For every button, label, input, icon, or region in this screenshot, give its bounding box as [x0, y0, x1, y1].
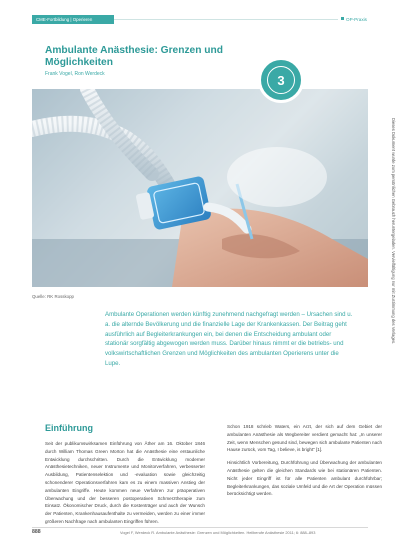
section-heading: Einführung — [45, 423, 93, 433]
article-abstract: Ambulante Operationen werden künftig zunehmend nachgefragt werden – Ursachen sind u. a. die alternde Bevölkerung und die finanzielle Lage der Krankenkassen. Der Beitrag geht ausführlich auf Begleiterkrankungen ein, bei denen die Entscheidung ambulant oder stationär sorgfältig abgewogen werden muss. Darüber hinaus nimmt er die betriebs- und volkswirtschaftlichen Grenzen und Möglichkeiten des ambulanten Operierens unter die Lupe. — [105, 311, 353, 367]
header-section-label — [341, 15, 367, 24]
body-column-right — [227, 423, 382, 503]
cme-badge — [258, 57, 304, 103]
header-section-text: OP-Praxis — [346, 17, 367, 22]
header-square-icon — [341, 17, 344, 20]
copyright-side-note: Dieses Dokument wurde zum persönlichen Gebrauch heruntergeladen. Vervielfältigung nur mit Zustimmung des Verlages. — [391, 118, 396, 345]
footer-citation: Vogel F, Werdeck R. Ambulante Anästhesie: Grenzen und Möglichkeiten. Heilberufe Anästhesie 2011; 6: 888–893 — [120, 530, 316, 535]
photo-caption: Quelle: RK Rosskopp — [32, 294, 74, 299]
body-paragraph: Seit der publikumswirksamen Einführung von Äther am 16. Oktober 1846 durch William Thomas Green Morton hat die Anästhesie eine erstaunliche Entwicklung durchschritten. Durch die Entwicklung moderner Anästhesietechniken, neuer Instrumente und Monitorverfahren, verbesserter Ausbildung, Patientenselektion und -evaluation sowie gleichzeitig schonenderer Operationsverfahren kam es zu einem massiven Anstieg der ambulanten Eingriffe. Heute kommen neue Verfahren zur präoperativen Überwachung und der besseren postoperativen Schmerztherapie zum Einsatz. Ökonomischer Druck, durch die Kostenträger und auch der Wunsch der Patienten, Krankenhausaufenthalte zu vermeiden, werden zu einer immer größeren Nachfrage nach ambulanten Eingriffen führen. — [45, 441, 205, 524]
body-column-left — [45, 423, 205, 531]
header-category-band: CME-Fortbildung | Operieren — [32, 15, 114, 24]
body-paragraph: Schon 1918 schrieb Waters, ein Arzt, der sich auf dem Gebiet der ambulanten Anästhesie als Wegbereiter verdient gemacht hat: „In unserer Zeit, wenn Menschen gesund sind, bewegen sich ambulante Patienten nach Hause zurück, vom Tag, I believe, is bright“ [1]. — [227, 424, 383, 453]
footer-rule — [32, 527, 368, 528]
cme-badge-number: 3 — [267, 66, 295, 94]
anesthesia-photo-illustration — [32, 89, 368, 287]
header-rule — [114, 19, 338, 20]
article-photo — [32, 89, 368, 287]
article-author: Frank Vogel, Ron Werdeck — [45, 71, 105, 77]
page-number: 888 — [32, 529, 41, 535]
article-title: Ambulante Anästhesie: Grenzen und Möglichkeiten — [45, 45, 223, 68]
body-paragraph: Hinsichtlich Vorbereitung, Durchführung und Überwachung der ambulanten Anästhesie gelten die gleichen Standards wie bei stationären Patienten. Nicht jeder Eingriff ist für alle Patienten ambulant durchführbar; Begleiterkrankungen, das soziale Umfeld und die Art der Operation müssen berücksichtigt werden. — [227, 460, 382, 497]
